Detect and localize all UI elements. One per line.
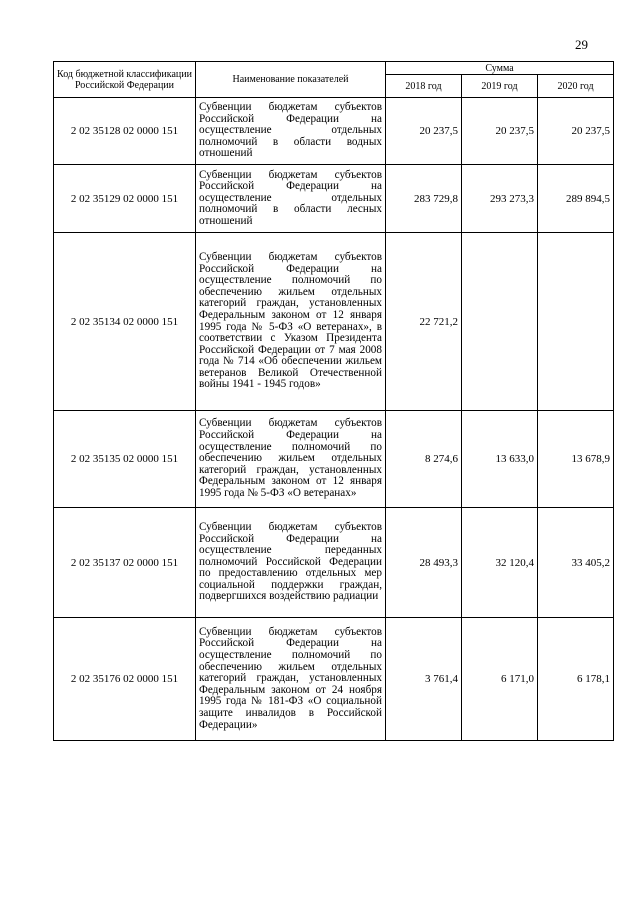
row-value-2020: 13 678,9 — [538, 411, 614, 508]
row-value-2018: 22 721,2 — [386, 233, 462, 411]
header-year-2019: 2019 год — [462, 75, 538, 98]
row-value-2019: 20 237,5 — [462, 98, 538, 165]
header-sum: Сумма — [386, 62, 614, 75]
row-value-2019: 13 633,0 — [462, 411, 538, 508]
row-value-2018: 283 729,8 — [386, 165, 462, 233]
row-code: 2 02 35128 02 0000 151 — [54, 98, 196, 165]
table-row — [54, 618, 614, 741]
table-row — [54, 165, 614, 233]
row-value-2018: 3 761,4 — [386, 618, 462, 741]
header-name: Наименование показателей — [196, 62, 386, 98]
row-value-2020: 33 405,2 — [538, 508, 614, 618]
row-value-2018: 20 237,5 — [386, 98, 462, 165]
row-value-2018: 28 493,3 — [386, 508, 462, 618]
row-name: Субвенции бюджетам субъектов Российской Федерации на осуществление отдельных полномочий в области лесных отношений — [196, 165, 386, 233]
row-code: 2 02 35134 02 0000 151 — [54, 233, 196, 411]
table-row — [54, 508, 614, 618]
row-name: Субвенции бюджетам субъектов Российской Федерации на осуществление полномочий по обеспечению жильем отдельных категорий граждан, установленных Федеральным законом от 12 января 1995 года № 5-ФЗ «О ветеранах», в соответствии с Указом Президента Российской Федерации от 7 мая 2008 года № 714 «Об обеспечении жильем ветеранов Великой Отечественной войны 1941 - 1945 годов» — [196, 233, 386, 411]
row-value-2019: 293 273,3 — [462, 165, 538, 233]
table-row — [54, 233, 614, 411]
row-value-2020 — [538, 233, 614, 411]
header-code: Код бюджетной классификации Российской Федерации — [54, 62, 196, 98]
budget-table — [53, 61, 614, 741]
header-year-2020: 2020 год — [538, 75, 614, 98]
row-code: 2 02 35129 02 0000 151 — [54, 165, 196, 233]
row-code: 2 02 35135 02 0000 151 — [54, 411, 196, 508]
row-name: Субвенции бюджетам субъектов Российской Федерации на осуществление полномочий по обеспечению жильем отдельных категорий граждан, установленных Федеральным законом от 12 января 1995 года № 5-ФЗ «О ветеранах» — [196, 411, 386, 508]
row-code: 2 02 35137 02 0000 151 — [54, 508, 196, 618]
row-name: Субвенции бюджетам субъектов Российской Федерации на осуществление отдельных полномочий в области водных отношений — [196, 98, 386, 165]
page-number: 29 — [575, 37, 588, 52]
row-name: Субвенции бюджетам субъектов Российской Федерации на осуществление полномочий по обеспечению жильем отдельных категорий граждан, установленных Федеральным законом от 24 ноября 1995 года № 181-ФЗ «О социальной защите инвалидов в Российской Федерации» — [196, 618, 386, 741]
row-value-2020: 6 178,1 — [538, 618, 614, 741]
row-value-2018: 8 274,6 — [386, 411, 462, 508]
row-value-2020: 289 894,5 — [538, 165, 614, 233]
row-name: Субвенции бюджетам субъектов Российской Федерации на осуществление переданных полномочий Российской Федерации по предоставлению отдельных мер социальной поддержки граждан, подвергшихся воздействию радиации — [196, 508, 386, 618]
row-value-2020: 20 237,5 — [538, 98, 614, 165]
table-row — [54, 411, 614, 508]
header-year-2018: 2018 год — [386, 75, 462, 98]
row-value-2019: 32 120,4 — [462, 508, 538, 618]
row-value-2019: 6 171,0 — [462, 618, 538, 741]
row-value-2019 — [462, 233, 538, 411]
table-row — [54, 98, 614, 165]
row-code: 2 02 35176 02 0000 151 — [54, 618, 196, 741]
header-row-top — [54, 62, 614, 75]
